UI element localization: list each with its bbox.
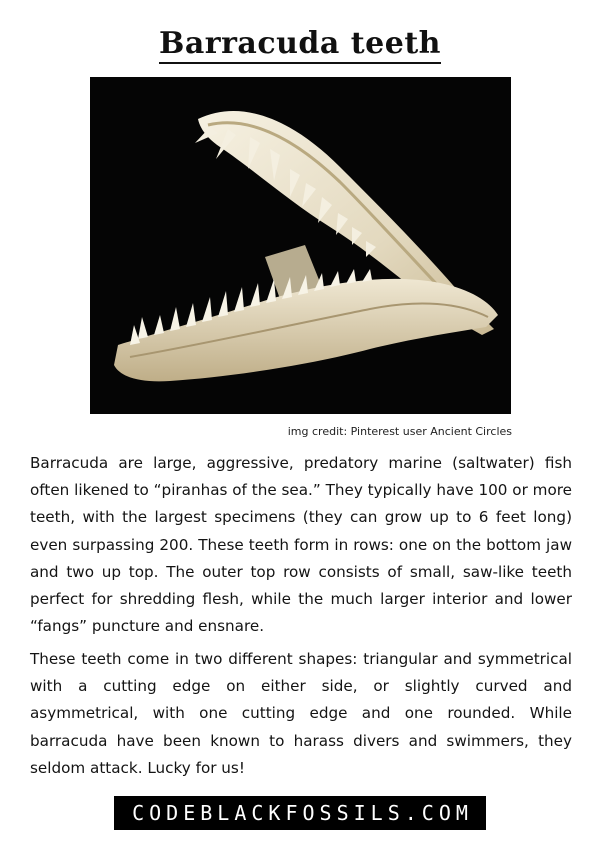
paragraph-1: Barracuda are large, aggressive, predatory marine (saltwater) fish often likened to “piranhas of the sea.” They typically have 100 or more teeth, with the largest specimens (they can grow up to 6 feet long) even surpassing 200. These teeth form in rows: one on the bottom jaw and two up top. The outer top row consists of small, saw-like teeth perfect for shredding flesh, while the much larger interior and lower “fangs” puncture and ensnare. bbox=[30, 454, 572, 636]
title-text: Barracuda teeth bbox=[159, 26, 441, 64]
website-banner: CODEBLACKFOSSILS.COM bbox=[114, 796, 486, 830]
image-credit: img credit: Pinterest user Ancient Circles bbox=[287, 425, 512, 438]
paragraph-2: These teeth come in two different shapes: triangular and symmetrical with a cutting edge on either side, or slightly curved and asymmetrical, with one cutting edge and one rounded. While barracuda have been known to harass divers and swimmers, they seldom attack. Lucky for us! bbox=[30, 650, 572, 777]
barracuda-jaw-photo bbox=[90, 77, 511, 414]
page-title bbox=[0, 26, 600, 61]
